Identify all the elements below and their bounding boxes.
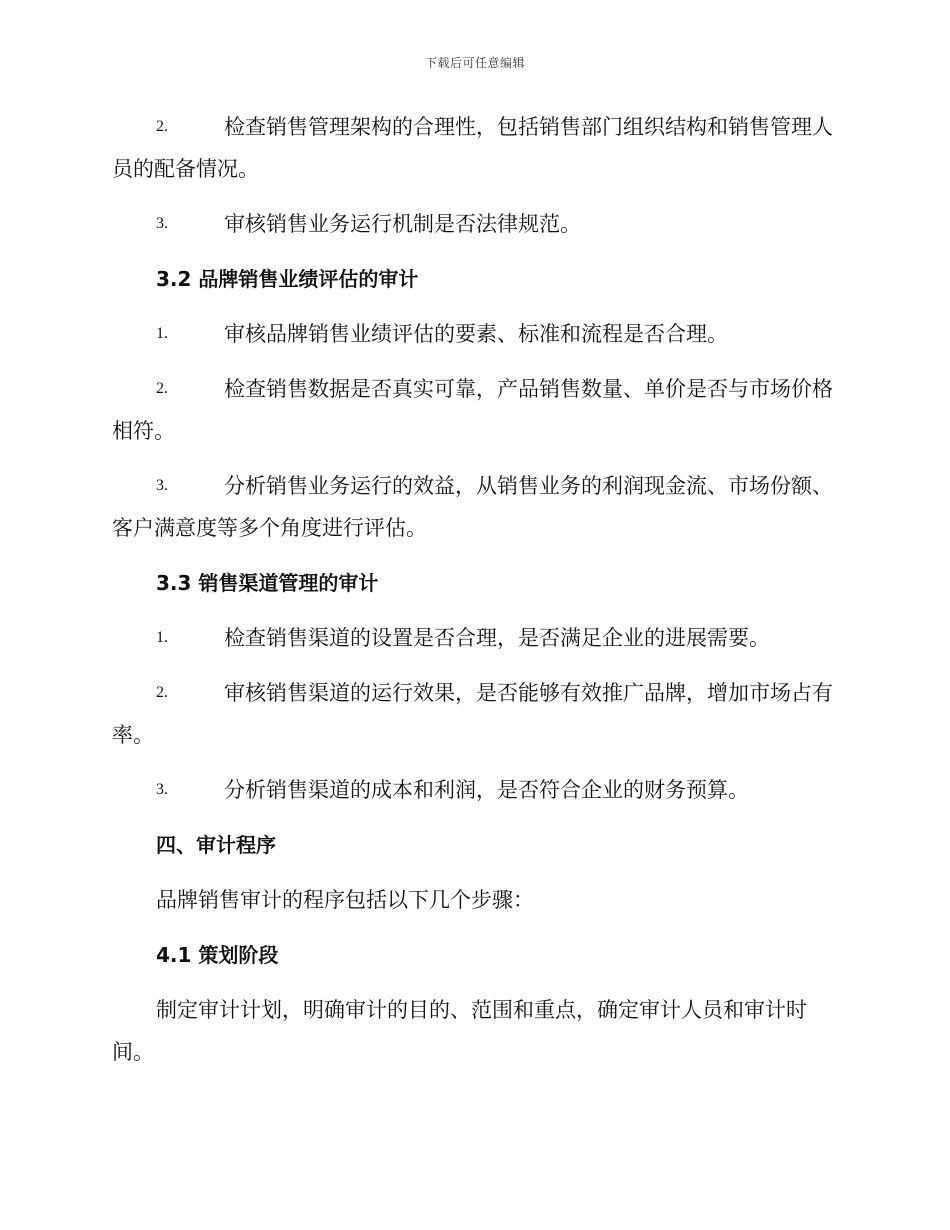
section-heading: 四、审计程序 (156, 833, 276, 857)
list-number: 1. (156, 325, 168, 342)
paragraph: 制定审计计划，明确审计的目的、范围和重点，确定审计人员和审计时间。 (112, 998, 807, 1064)
list-number: 2. (156, 380, 168, 397)
list-text: 检查销售数据是否真实可靠，产品销售数量、单价是否与市场价格相符。 (112, 377, 833, 443)
page-header: 下载后可任意编辑 (424, 56, 525, 70)
list-item (112, 106, 837, 190)
list-text: 审核销售业务运行机制是否法律规范。 (224, 212, 581, 236)
list-number: 2. (156, 118, 168, 135)
list-number: 3. (156, 215, 168, 232)
section-heading: 4.1 策划阶段 (156, 943, 279, 967)
list-number: 3. (156, 781, 168, 798)
list-text: 审核品牌销售业绩评估的要素、标准和流程是否合理。 (224, 322, 728, 346)
list-item (112, 465, 837, 549)
list-item (112, 672, 837, 756)
list-item (112, 313, 837, 355)
list-item (112, 617, 837, 659)
list-text: 审核销售渠道的运行效果，是否能够有效推广品牌，增加市场占有率。 (112, 681, 833, 747)
list-text: 分析销售渠道的成本和利润，是否符合企业的财务预算。 (224, 778, 749, 802)
list-number: 3. (156, 477, 168, 494)
list-number: 2. (156, 684, 168, 701)
document-body (112, 106, 837, 1086)
list-item (112, 769, 837, 811)
list-item (112, 203, 837, 245)
section-heading: 3.2 品牌销售业绩评估的审计 (156, 267, 419, 291)
paragraph: 品牌销售审计的程序包括以下几个步骤： (156, 888, 534, 912)
section-heading: 3.3 销售渠道管理的审计 (156, 571, 379, 595)
list-text: 检查销售渠道的设置是否合理，是否满足企业的进展需要。 (224, 626, 770, 650)
list-text: 检查销售管理架构的合理性，包括销售部门组织结构和销售管理人员的配备情况。 (112, 115, 833, 181)
list-text: 分析销售业务运行的效益，从销售业务的利润现金流、市场份额、客户满意度等多个角度进行评估。 (112, 474, 833, 540)
list-number: 1. (156, 629, 168, 646)
list-item (112, 368, 837, 452)
